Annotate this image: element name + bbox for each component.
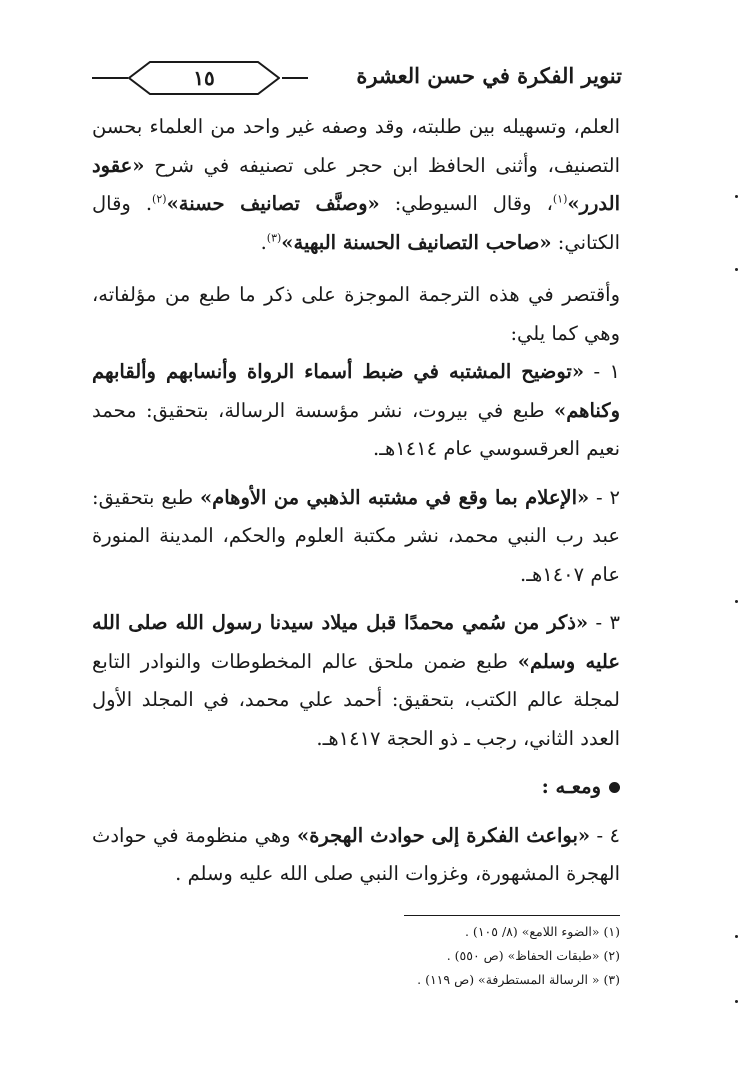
scan-speck (735, 600, 738, 603)
section-label-text: ومعـه : (541, 775, 601, 798)
section-label (92, 768, 620, 807)
text-run: ، وقال السيوطي: (379, 192, 553, 215)
footnote-ref: (٣) (266, 231, 282, 244)
book-title: «الإعلام بما وقع في مشتبه الذهبي من الأوهام» (199, 485, 590, 509)
footnote-ref: (٢) (152, 192, 167, 206)
page-number-frame (128, 61, 280, 95)
list-item (92, 604, 620, 758)
scan-speck (735, 935, 738, 938)
quoted-title: «وصنَّف تصانيف حسنة» (166, 192, 380, 215)
bullet-icon (609, 782, 620, 793)
book-title: «بواعث الفكرة إلى حوادث الهجرة» (297, 823, 591, 847)
text-run: العلم، وتسهيله بين طلبته، وقد وصفه غير واحد من العلماء بحسن التصنيف، وأثنى الحافظ ابن حجر على تصنيفه في شرح (92, 115, 620, 177)
paragraph-intro (92, 108, 620, 262)
book-title: «ذكر من سُمي محمدًا قبل ميلاد سيدنا رسول الله صلى الله عليه وسلم» (92, 611, 620, 673)
item-number: ٢ - (589, 485, 620, 509)
page-number: ١٥ (193, 66, 215, 90)
footnote-separator (404, 915, 620, 916)
footnote-ref: (١) (552, 192, 568, 206)
header-rule-left (92, 77, 128, 79)
running-header (92, 52, 622, 96)
quoted-title: «صاحب التصانيف الحسنة البهية» (281, 230, 552, 254)
item-number: ٤ - (590, 823, 620, 847)
quoted-title: «عقود الدرر» (92, 153, 621, 215)
paragraph-list-intro: وأقتصر في هذه الترجمة الموجزة على ذكر ما طبع من مؤلفاته، وهي كما يلي: (92, 283, 620, 345)
header-rule-right (282, 77, 308, 79)
list-item (92, 479, 620, 595)
item-text: طبع ضمن ملحق عالم المخطوطات والنوادر التابع لمجلة عالم الكتب، بتحقيق: أحمد علي محمد، في المجلد الأول العدد الثاني، رجب ـ ذو الحجة ١٤١٧هـ. (92, 649, 620, 750)
item-number: ١ - (584, 360, 620, 383)
footnote: (٢) «طبقات الحفاظ» (ص ٥٥٠) . (446, 948, 620, 963)
running-title: تنوير الفكرة في حسن العشرة (356, 63, 622, 88)
list-item (92, 817, 620, 894)
item-text: وهي منظومة في حوادث الهجرة المشهورة، وغزوات النبي صلى الله عليه وسلم . (92, 823, 620, 885)
footnotes (300, 920, 620, 992)
text-run: . (260, 230, 267, 254)
scan-speck (735, 1000, 738, 1003)
footnote: (٣) « الرسالة المستطرفة» (ص ١١٩) . (417, 972, 620, 987)
text-run: . وقال الكتاني: (92, 192, 620, 254)
book-title: «توضيح المشتبه في ضبط أسماء الرواة وأنسابهم وألقابهم وكناهم» (92, 360, 620, 422)
item-text: طبع في بيروت، نشر مؤسسة الرسالة، بتحقيق: محمد نعيم العرقسوسي عام ١٤١٤هـ. (92, 398, 620, 460)
scan-speck (735, 195, 738, 198)
item-number: ٣ - (588, 611, 620, 634)
item-text: طبع بتحقيق: عبد رب النبي محمد، نشر مكتبة العلوم والحكم، المدينة المنورة عام ١٤٠٧هـ. (92, 485, 620, 586)
list-item (92, 353, 620, 469)
scan-speck (735, 268, 738, 271)
footnote: (١) «الضوء اللامع» (٨/ ١٠٥) . (464, 924, 620, 939)
main-text (92, 108, 620, 894)
